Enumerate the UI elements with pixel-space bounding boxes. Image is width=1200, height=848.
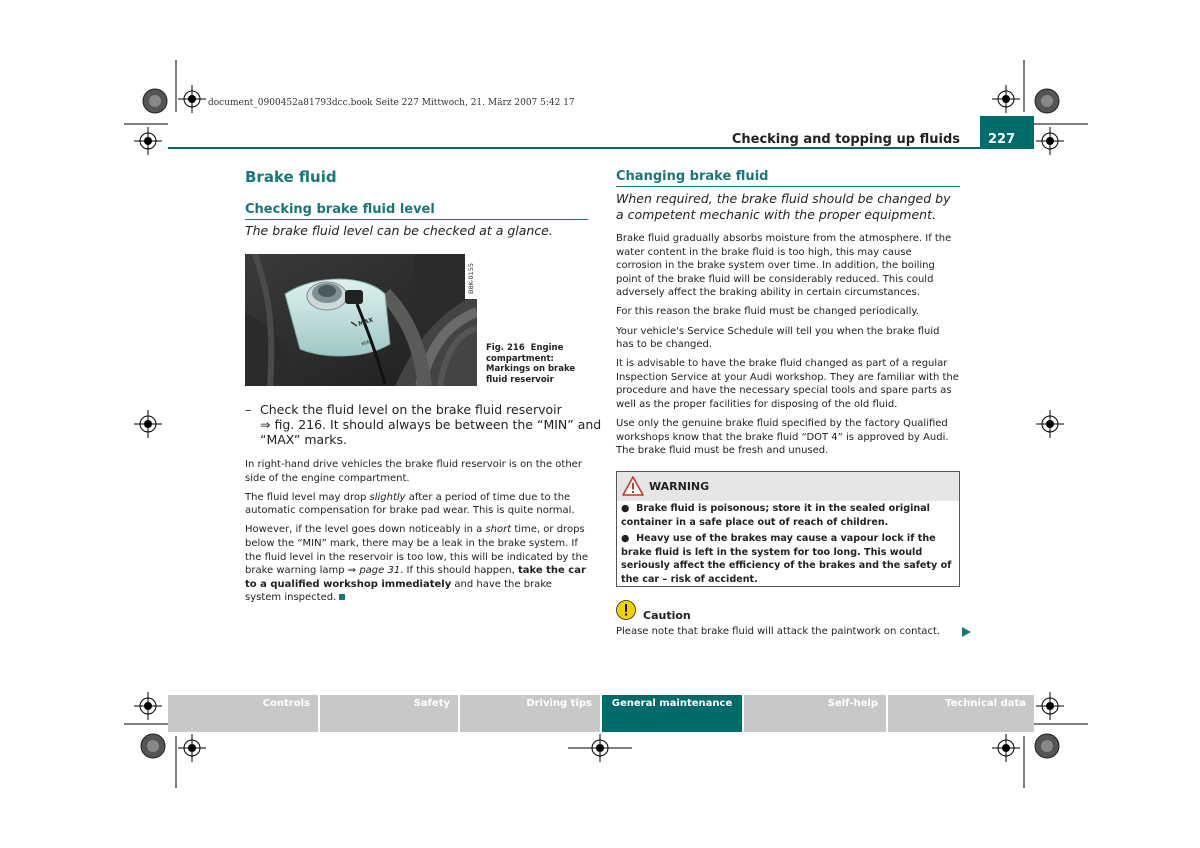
paragraph: For this reason the brake fluid must be changed periodically. [616, 306, 920, 318]
print-info-line: document_0900452a81793dcc.book Seite 227 Mittwoch, 21. März 2007 5:42 17 [208, 98, 575, 108]
paragraph: Use only the genuine brake fluid specified by the factory Qualified workshops know that the brake fluid “DOT 4” is approved by Audi. The brake fluid must be fresh and unused. [616, 418, 949, 457]
tab-driving-tips[interactable]: Driving tips [460, 695, 600, 732]
lead-text: The brake fluid level can be checked at a glance. [245, 223, 553, 238]
caution-text: Please note that brake fluid will attack the paintwork on contact. [616, 626, 941, 637]
end-of-section-marker [339, 594, 345, 600]
paragraph: However, if the level goes down noticeably in a short time, or drops below the “MIN” mark, there may be a leak in the brake system. If the fluid level in the reservoir is too low, this will be indicated by the brake warning lamp ⇒ page 31. If this should happen, take the car to a qualified workshop immediately and have the brake system inspected. [245, 524, 589, 604]
subsection-title-right: Changing brake fluid [616, 169, 960, 187]
paragraph: It is advisable to have the brake fluid changed as part of a regular Inspection Service at your Audi workshop. They are familiar with the procedure and have the necessary special tools and spare parts as well as the proper facilities for disposing of the old fluid. [616, 358, 959, 411]
figure-caption-text: Engine compartment: Markings on brake fluid reservoir [486, 343, 576, 386]
warning-title: WARNING [649, 480, 710, 493]
warning-item: ● Heavy use of the brakes may cause a vapour lock if the brake fluid is left in the system for too long. This would seriously affect the efficiency of the brakes and the safety of the car – risk of accident. [621, 533, 952, 585]
step-line-2: ⇒ fig. 216. It should always be between the “MIN” and [260, 417, 602, 432]
warning-box [616, 471, 960, 587]
figure-label: Fig. 216 [486, 343, 525, 353]
step-line-1: Check the fluid level on the brake fluid reservoir [260, 402, 562, 417]
caution-title: Caution [643, 609, 691, 622]
left-body-text [245, 458, 589, 610]
step-dash: – [245, 402, 252, 417]
chapter-tab-bar [168, 695, 1034, 732]
running-header-title: Checking and topping up fluids [731, 132, 960, 147]
engine-compartment-photo [245, 254, 477, 386]
page-number: 227 [980, 116, 1034, 149]
paragraph: Your vehicle's Service Schedule will tell you when the brake fluid has to be changed. [616, 325, 940, 351]
page-reference-link[interactable]: page 31 [359, 565, 401, 577]
photo-code: B8K-0155 [467, 262, 475, 294]
tab-self-help[interactable]: Self-help [744, 695, 886, 732]
warning-list [621, 502, 957, 590]
bullet-icon: ● [621, 503, 637, 514]
right-body-text [616, 232, 960, 463]
tab-safety[interactable]: Safety [320, 695, 458, 732]
figure-caption [486, 343, 586, 386]
max-mark-label: MAX [357, 316, 375, 328]
section-title: Brake fluid [245, 168, 337, 186]
step-line-3: “MAX” marks. [260, 432, 348, 447]
paragraph: Brake fluid gradually absorbs moisture from the atmosphere. If the water content in the brake fluid is too high, this may cause corrosion in the brake system over time. In addition, the boiling point of the brake fluid will be considerably reduced. This could adversely affect the braking ability in certain circumstances. [616, 233, 952, 299]
tab-general-maintenance[interactable]: General maintenance [602, 695, 742, 732]
tab-technical-data[interactable]: Technical data [888, 695, 1034, 732]
header-rule [168, 147, 980, 149]
bullet-icon: ● [621, 533, 637, 545]
min-mark-label: MIN [360, 339, 372, 348]
lead-text-right: When required, the brake fluid should be changed by a competent mechanic with the proper equipment. [616, 191, 951, 222]
subsection-title: Checking brake fluid level [245, 202, 588, 220]
paragraph: In right-hand drive vehicles the brake fluid reservoir is on the other side of the engine compartment. [245, 459, 582, 484]
caution-icon [616, 600, 636, 620]
continue-arrow-icon[interactable] [962, 627, 971, 637]
warning-header [617, 472, 959, 501]
paragraph: The fluid level may drop slightly after a period of time due to the automatic compensation for brake pad wear. This is quite normal. [245, 491, 575, 517]
tab-controls[interactable]: Controls [168, 695, 318, 732]
warning-item: ● Brake fluid is poisonous; store it in the sealed original container in a safe place out of reach of children. [621, 503, 930, 528]
warning-triangle-icon [622, 476, 644, 496]
